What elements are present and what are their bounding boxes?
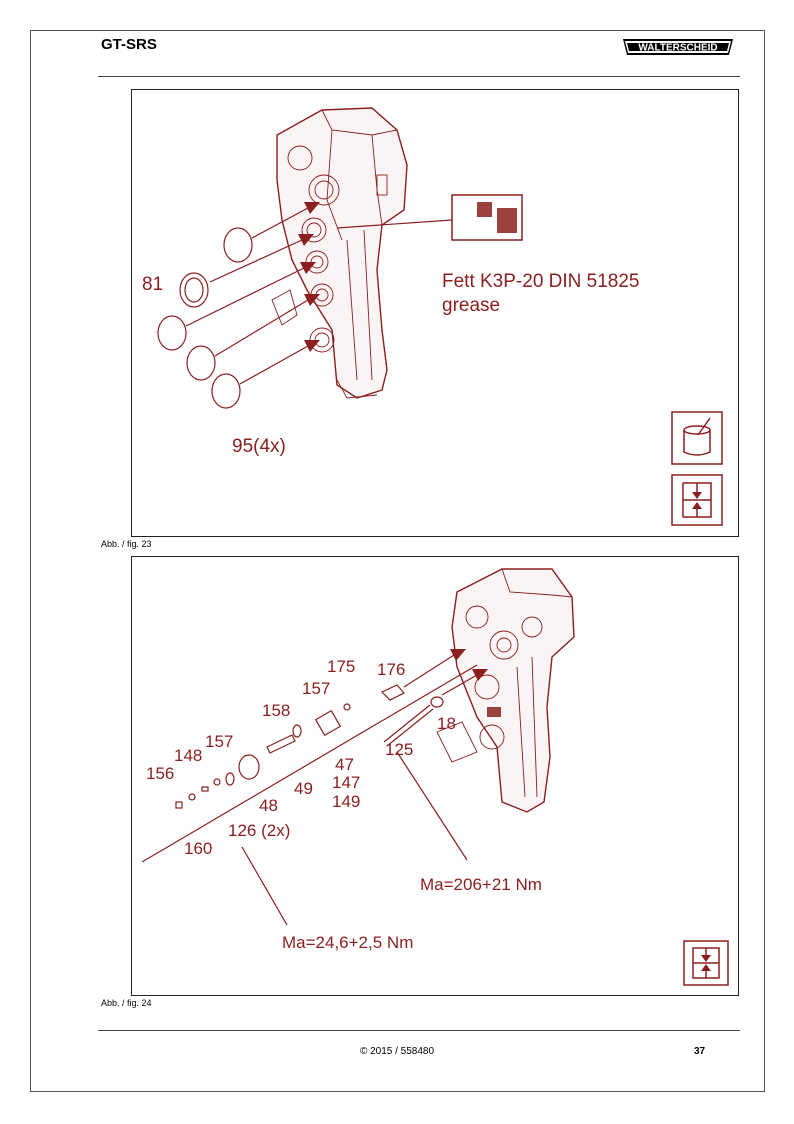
gearbox-housing [437, 569, 574, 812]
cover-disc-3 [187, 346, 215, 380]
label-81: 81 [142, 274, 164, 295]
grease-pot-icon [672, 412, 722, 464]
label-157-a: 157 [302, 679, 331, 698]
label-48: 48 [259, 796, 278, 815]
figure-23 [131, 89, 739, 537]
page-number: 37 [694, 1046, 706, 1057]
document-title: GT-SRS [101, 36, 157, 53]
footer-rule [98, 1030, 740, 1031]
leader-125 [397, 752, 467, 860]
figure-24 [131, 556, 739, 996]
cover-disc-2 [158, 316, 186, 350]
label-147: 147 [332, 773, 361, 792]
figure-23-drawing [132, 90, 738, 536]
walterscheid-logo [619, 36, 737, 58]
label-torque-206: Ma=206+21 Nm [420, 875, 542, 894]
label-157-b: 157 [205, 732, 234, 751]
label-158: 158 [262, 701, 291, 720]
label-160: 160 [184, 839, 213, 858]
figure-24-caption: Abb. / fig. 24 [101, 998, 152, 1008]
label-126-2x: 126 (2x) [228, 821, 291, 840]
washer-18 [431, 697, 443, 707]
label-grease-spec: Fett K3P-20 DIN 51825 [442, 271, 640, 292]
label-148: 148 [174, 746, 203, 765]
leader-126 [242, 847, 287, 925]
label-47: 47 [335, 755, 354, 774]
label-149: 149 [332, 792, 361, 811]
logo-text: WALTERSCHEID [638, 42, 718, 54]
press-fit-icon [684, 941, 728, 985]
label-grease: grease [442, 295, 501, 316]
label-18: 18 [437, 714, 456, 733]
figure-24-drawing [132, 557, 738, 995]
seal-ring-81-inner [185, 278, 203, 302]
label-torque-24-6: Ma=24,6+2,5 Nm [282, 933, 414, 952]
copyright-text: © 2015 / 558480 [359, 1046, 435, 1057]
label-125: 125 [385, 740, 414, 759]
header-rule [98, 76, 740, 77]
press-fit-icon [672, 475, 722, 525]
label-95-4x: 95(4x) [232, 436, 286, 457]
label-49: 49 [294, 779, 313, 798]
figure-23-caption: Abb. / fig. 23 [101, 539, 152, 549]
label-176: 176 [377, 660, 406, 679]
cover-disc-1 [224, 228, 252, 262]
label-175: 175 [327, 657, 356, 676]
cover-disc-4 [212, 374, 240, 408]
label-156: 156 [146, 764, 175, 783]
